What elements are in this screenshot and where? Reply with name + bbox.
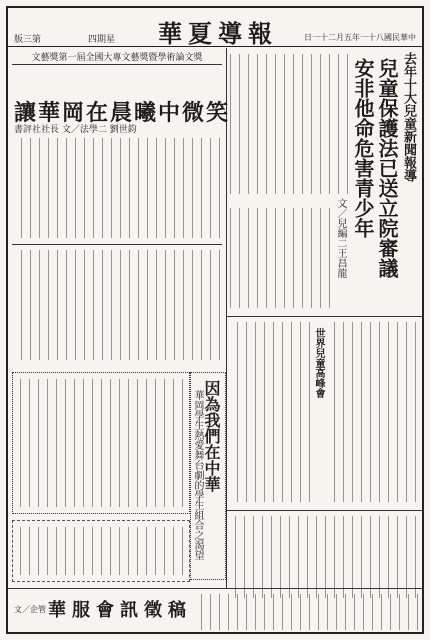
masthead	[8, 8, 422, 47]
headline-child-protection: 兒童保護法已送立院審議	[375, 58, 399, 278]
article-body-lower-left	[230, 322, 310, 502]
headline-amphetamine: 安非他命危害青少年	[351, 58, 375, 238]
footer-title: 華服會訊徵稿	[48, 600, 192, 621]
subhead-summit: 世界兒童高峰會	[313, 328, 324, 398]
section-divider-2	[226, 510, 422, 511]
author-line: 書評社社長 文／法學二 劉世鈞	[14, 125, 137, 135]
small-box-text	[19, 527, 183, 575]
section-label: 去年十大兒童新聞報導	[401, 52, 416, 182]
right-news-section	[226, 48, 422, 608]
left-boxed-article	[12, 372, 190, 514]
left-rule-1	[12, 244, 222, 245]
left-article-body-1	[14, 138, 220, 238]
column-divider	[226, 48, 227, 588]
left-small-box	[12, 520, 190, 582]
article-byline: 文／兒編二王昌龍	[335, 198, 346, 278]
boxed-article-text	[19, 379, 183, 507]
article-title-huagang: 讓華岡在晨曦中微笑	[14, 100, 231, 126]
center-feature-subtitle: 華岡學生熱愛舞台劇的學生組合之渴望	[192, 390, 203, 560]
edition-label: 版三第	[14, 35, 42, 45]
article-body-top	[230, 54, 348, 194]
article-body-lower-right	[332, 322, 416, 502]
left-article-body-2	[14, 250, 220, 360]
footer-attribution: 文／企管	[14, 605, 46, 614]
weekday-label: 四期星	[88, 35, 116, 45]
footer-body	[200, 594, 418, 630]
newspaper-title: 華夏導報	[158, 19, 278, 48]
banner-rule	[12, 64, 222, 65]
section-divider	[226, 316, 422, 317]
article-body-bottom	[232, 516, 416, 598]
date-label: 日一十二月五年一十八國民華中	[304, 33, 416, 42]
article-body-middle	[230, 208, 330, 308]
award-banner: 文藝獎第一屆全國大專文藝獎暨學術論文獎	[31, 53, 203, 63]
footer-rule	[8, 588, 422, 589]
center-feature-title: 因為我們在中華	[202, 380, 221, 492]
